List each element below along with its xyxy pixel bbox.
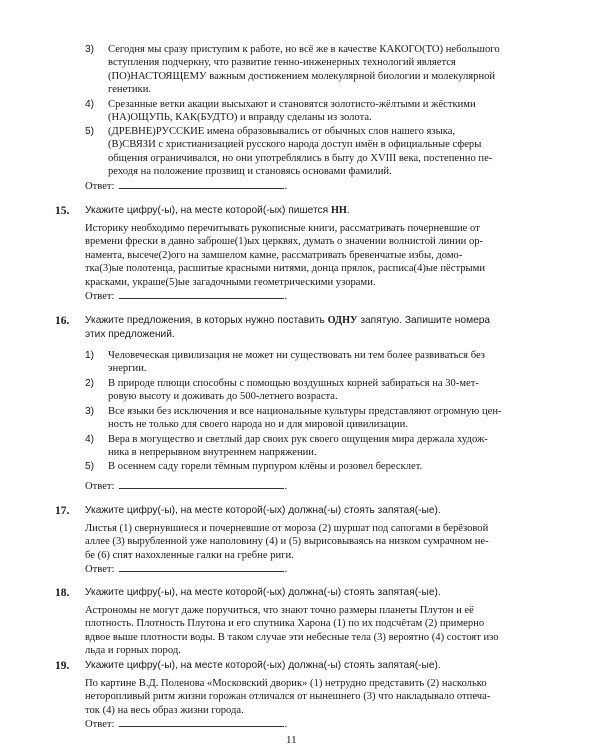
option-number: 5)	[85, 461, 95, 472]
answer-line[interactable]	[119, 479, 284, 489]
question-prompt: Укажите цифру(-ы), на месте которой(-ых) должна(-ы) стоять запятая(-ые).	[85, 587, 441, 598]
answer-field[interactable]: Ответ: .	[85, 481, 288, 492]
option-text: Срезанные ветки акации высыхают и становятся золотисто-жёлтыми и жёсткими (НА)ОЩУПЬ, КАК(БУДТО) и вправду сделаны из золота.	[108, 99, 476, 124]
answer-label: Ответ:	[85, 481, 115, 492]
question-passage: Историку необходимо перечитывать рукописные книги, рассматривать почерневшие от времени фрески в давно заброше(1)ых церквях, думать о значении волнистой линии ор- намента, высече(2)ого на замшелом камне, рассматривать бревенчатые избы, домо- тка(3)ые полотенца, расшитые красными нитями, донца прялок, расписа(4)ые пёстрыми красками, украше(5)ые загадочными геометрическими узорами.	[85, 223, 485, 288]
answer-field[interactable]: Ответ: .	[85, 719, 288, 730]
question-prompt: Укажите цифру(-ы), на месте которой(-ых) пишется НН.	[85, 205, 350, 216]
question-number: 15.	[55, 205, 70, 217]
answer-line[interactable]	[119, 179, 284, 189]
answer-field[interactable]: Ответ: .	[85, 291, 288, 302]
question-passage: Астрономы не могут даже поручиться, что знают точно размеры планеты Плутон и её плотность. Плотность Плутона и его спутника Харона (1) по их подсчётам (2) примерно вдвое выше плотности воды. В таком случае эти небесные тела (3) вероятно (4) состоят изо льда и горных пород.	[85, 605, 499, 657]
option-text: Сегодня мы сразу приступим к работе, но всё же в качестве КАКОГО(ТО) небольшого вступления подчеркну, что развитие генно-инженерных технологий является (ПО)НАСТОЯЩЕМУ важным достижением молекулярной биологии и молекулярной генетики.	[108, 44, 500, 96]
answer-label: Ответ:	[85, 564, 115, 575]
answer-line[interactable]	[119, 717, 284, 727]
question-prompt: Укажите предложения, в которых нужно поставить ОДНУ запятую. Запишите номера	[85, 315, 491, 326]
question-number: 16.	[55, 315, 70, 327]
option-text: Вера в могущество и светлый дар своих рук своего ощущения мира держала худож- ника в непрерывном внутреннем напряжении.	[108, 434, 488, 459]
question-passage: По картине В.Д. Поленова «Московский дворик» (1) нетрудно представить (2) насколько неторопливый ритм жизни горожан отличался от нынешнего (3) что накладывало отпеча- ток (4) на весь образ жизни города.	[85, 678, 491, 716]
answer-field[interactable]: Ответ: .	[85, 564, 288, 575]
option-text: (ДРЕВНЕ)РУССКИЕ имена образовывались от обычных слов нашего языка, (В)СВЯЗИ с христианизацией русского народа доступ имён в официальные сферы общения ограничивался, но они употреблялись в быту до XVIII века, постепенно пе- реходя на положение прозвищ и становясь основами фамилий.	[108, 126, 493, 178]
option-number: 5)	[85, 126, 95, 137]
option-number: 3)	[85, 44, 95, 55]
answer-line[interactable]	[119, 289, 284, 299]
answer-line[interactable]	[119, 562, 284, 572]
option-number: 4)	[85, 434, 95, 445]
option-number: 1)	[85, 350, 95, 361]
question-number: 19.	[55, 660, 70, 672]
question-prompt: Укажите цифру(-ы), на месте которой(-ых) должна(-ы) стоять запятая(-ые).	[85, 660, 441, 671]
question-prompt: Укажите цифру(-ы), на месте которой(-ых) должна(-ы) стоять запятая(-ые).	[85, 505, 441, 516]
answer-label: Ответ:	[85, 181, 115, 192]
option-text: Человеческая цивилизация не может ни существовать ни тем более развиваться без энергии.	[108, 350, 485, 375]
question-prompt-line: этих предложений.	[85, 329, 175, 340]
question-number: 18.	[55, 587, 70, 599]
option-number: 3)	[85, 406, 95, 417]
question-passage: Листья (1) свернувшиеся и почерневшие от мороза (2) шуршат под сапогами в берёзовой аллее (3) вырубленной уже наполовину (4) и (5) вырисовываясь на низком сумрачном не- бе (6) спят нахохленные галки на гребне риги.	[85, 523, 489, 561]
option-text: Все языки без исключения и все национальные культуры представляют огромную цен- ность не только для своего народа но и для мировой цивилизации.	[108, 406, 502, 431]
option-text: В осеннем саду горели тёмным пурпуром клёны и розовел бересклет.	[108, 461, 423, 472]
option-number: 4)	[85, 99, 95, 110]
answer-field[interactable]: Ответ: .	[85, 181, 288, 192]
option-text: В природе плющи способны с помощью воздушных корней забираться на 30-мет- ровую высоту и доживать до 500-летнего возраста.	[108, 378, 479, 403]
page-number: 11	[286, 734, 297, 746]
option-number: 2)	[85, 378, 95, 389]
answer-label: Ответ:	[85, 291, 115, 302]
question-number: 17.	[55, 505, 70, 517]
answer-label: Ответ:	[85, 719, 115, 730]
